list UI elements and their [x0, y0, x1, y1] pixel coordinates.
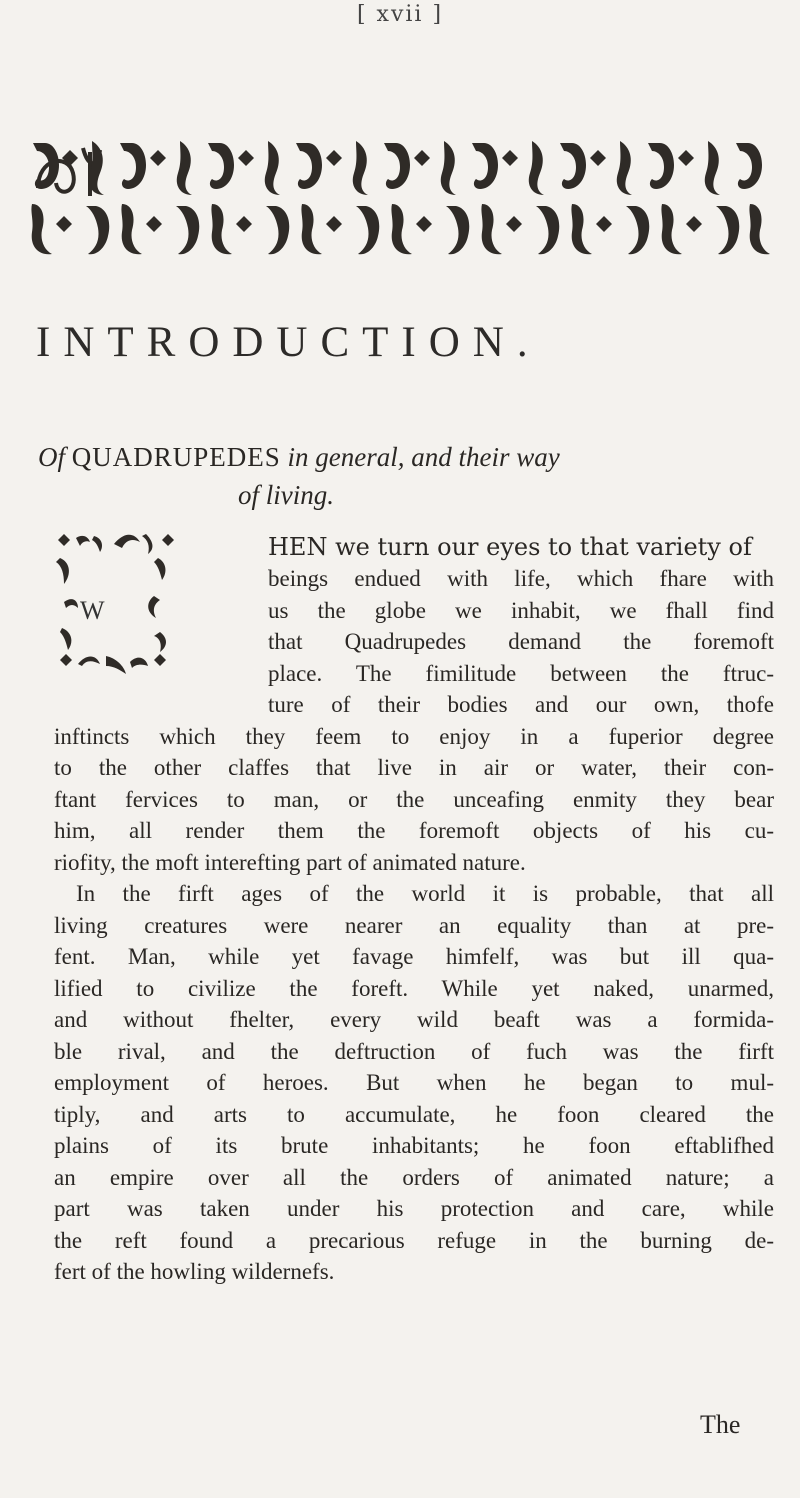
text-line: him, all render them the foremoft objects of his cu- [54, 818, 774, 843]
text-line: plains of its brute inhabitants; he foon eftablifhed [54, 1133, 774, 1158]
text-line: place. The fimilitude between the ftruc- [268, 660, 774, 686]
dropcap-letter: W [80, 596, 105, 625]
opening-line: HEN we turn our eyes to that variety of [268, 533, 752, 561]
body-text [54, 563, 774, 1288]
text-line: lified to civilize the foreft. While yet naked, unarmed, [54, 975, 774, 1001]
subtitle-quadrupedes: QUADRUPEDES [71, 442, 281, 472]
text-line: fent. Man, while yet favage himfelf, was but ill qua- [54, 944, 774, 969]
decorative-ornament-band [28, 138, 778, 260]
catchword: The [700, 1410, 741, 1439]
subtitle-rest: in general, and their way [280, 442, 560, 472]
text-line: fert of the howling wildernefs. [54, 1259, 335, 1284]
text-line: ture of their bodies and our own, thofe [268, 692, 774, 717]
ornament-row-bottom [31, 204, 770, 254]
text-line: beings endued with life, which fhare with [268, 566, 774, 591]
text-line: living creatures were nearer an equality than at pre- [54, 912, 774, 938]
text-line: In the firft ages of the world it is probable, that all [76, 881, 774, 906]
text-line: tiply, and arts to accumulate, he foon cleared the [54, 1101, 774, 1127]
ornament-row-top [33, 141, 762, 195]
subtitle-line2: of living. [238, 480, 334, 510]
text-line: to the other claffes that live in air or water, their con- [54, 755, 774, 780]
text-line: the reft found a precarious refuge in the burning de- [54, 1227, 774, 1253]
text-line: that Quadrupedes demand the foremoft [268, 629, 774, 654]
page-number: [ xvii ] [356, 2, 444, 27]
text-line: us the globe we inhabit, we fhall find [268, 597, 774, 623]
text-line: ble rival, and the deftruction of fuch was the firft [54, 1038, 774, 1064]
chapter-heading: INTRODUCTION. [36, 319, 541, 366]
text-line: part was taken under his protection and care, while [54, 1196, 774, 1221]
text-line: an empire over all the orders of animated nature; a [54, 1164, 774, 1190]
text-line: employment of heroes. But when he began to mul- [54, 1070, 774, 1095]
text-line: and without fhelter, every wild beaft was a formida- [54, 1007, 774, 1032]
text-line: riofity, the moft interefting part of animated nature. [54, 849, 526, 875]
text-line: ftant fervices to man, or the unceafing enmity they bear [54, 786, 774, 812]
text-line: inftincts which they feem to enjoy in a fuperior degree [54, 723, 774, 749]
subtitle-of: Of [38, 442, 72, 472]
chapter-subtitle [38, 438, 768, 514]
